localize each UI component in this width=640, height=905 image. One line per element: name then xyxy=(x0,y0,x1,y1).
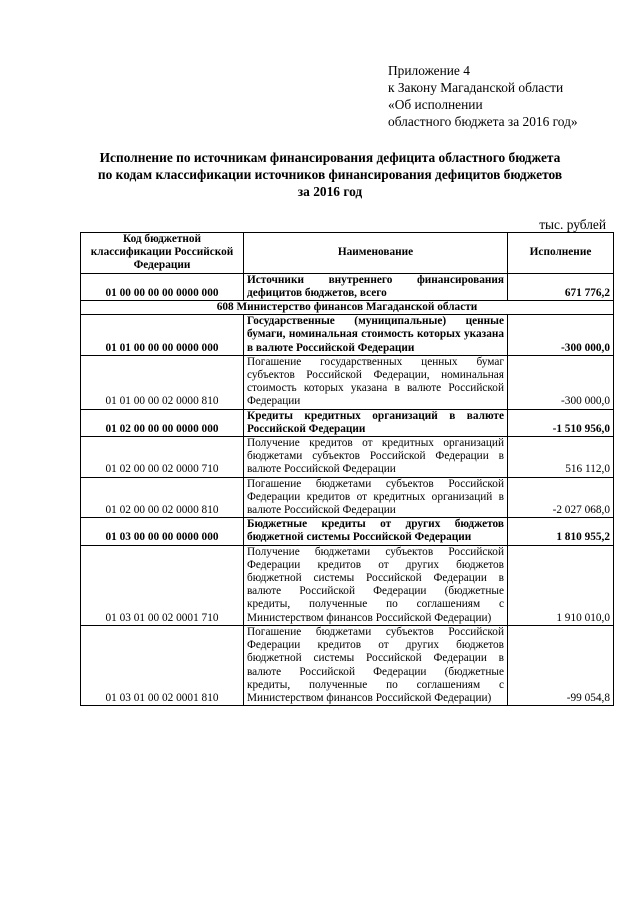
header-amount: Исполнение xyxy=(508,233,614,274)
row-name: Бюджетные кредиты от других бюджетов бюджетной системы Российской Федерации xyxy=(244,518,508,545)
row-amount: -300 000,0 xyxy=(508,315,614,356)
table-row xyxy=(81,315,614,356)
appendix-line: областного бюджета за 2016 год» xyxy=(388,114,578,129)
row-amount: -300 000,0 xyxy=(508,355,614,409)
row-name: Источники внутреннего финансирования дефицитов бюджетов, всего xyxy=(244,273,508,300)
row-amount: -1 510 956,0 xyxy=(508,409,614,436)
title-line: за 2016 год xyxy=(297,184,363,199)
table-row xyxy=(81,355,614,409)
table-row xyxy=(81,545,614,625)
row-code: 01 01 00 00 02 0000 810 xyxy=(81,355,244,409)
table-row xyxy=(81,437,614,478)
row-code: 01 03 00 00 00 0000 000 xyxy=(81,518,244,545)
row-code: 01 02 00 00 02 0000 710 xyxy=(81,437,244,478)
title-line: по кодам классификации источников финансирования дефицитов бюджетов xyxy=(97,167,563,182)
title-line: Исполнение по источникам финансирования дефицита областного бюджета xyxy=(99,150,561,165)
table-row xyxy=(81,409,614,436)
units-label: тыс. рублей xyxy=(539,217,606,232)
row-name: Погашение бюджетами субъектов Российской Федерации кредитов от других бюджетов бюджетной системы Российской Федерации в валюте Российской Федерации (бюджетные кредиты, полученные по соглашениям с Министерством финансов Российской Федерации) xyxy=(244,625,508,705)
row-name: Кредиты кредитных организаций в валюте Российской Федерации xyxy=(244,409,508,436)
appendix-line: к Закону Магаданской области xyxy=(388,80,564,95)
row-amount: 516 112,0 xyxy=(508,437,614,478)
appendix-line: «Об исполнении xyxy=(388,97,483,112)
table-row xyxy=(81,477,614,518)
header-code: Код бюджетной классификации Российской Федерации xyxy=(81,233,244,274)
table-row-total xyxy=(81,273,614,300)
row-name: Государственные (муниципальные) ценные бумаги, номинальная стоимость которых указана в валюте Российской Федерации xyxy=(244,315,508,356)
ministry-label: 608 Министерство финансов Магаданской области xyxy=(81,301,614,315)
table-row-ministry xyxy=(81,301,614,315)
appendix-line: Приложение 4 xyxy=(388,63,470,78)
header-name: Наименование xyxy=(244,233,508,274)
row-code: 01 02 00 00 00 0000 000 xyxy=(81,409,244,436)
row-name: Погашение государственных ценных бумаг субъектов Российской Федерации, номинальная стоимость которых указана в валюте Российской Федерации xyxy=(244,355,508,409)
row-amount: -2 027 068,0 xyxy=(508,477,614,518)
row-code: 01 03 01 00 02 0001 810 xyxy=(81,625,244,705)
row-amount: 1 910 010,0 xyxy=(508,545,614,625)
row-code: 01 01 00 00 00 0000 000 xyxy=(81,315,244,356)
appendix-note xyxy=(388,62,578,130)
row-amount: -99 054,8 xyxy=(508,625,614,705)
table-row xyxy=(81,625,614,705)
row-name: Погашение бюджетами субъектов Российской Федерации кредитов от кредитных организаций в валюте Российской Федерации xyxy=(244,477,508,518)
row-code: 01 02 00 00 02 0000 810 xyxy=(81,477,244,518)
budget-table xyxy=(80,232,614,706)
document-title xyxy=(40,149,620,200)
row-amount: 671 776,2 xyxy=(508,273,614,300)
row-name: Получение бюджетами субъектов Российской Федерации кредитов от других бюджетов бюджетной системы Российской Федерации в валюте Российской Федерации (бюджетные кредиты, полученные по соглашениям с Министерством финансов Российской Федерации) xyxy=(244,545,508,625)
row-code: 01 03 01 00 02 0001 710 xyxy=(81,545,244,625)
row-code: 01 00 00 00 00 0000 000 xyxy=(81,273,244,300)
row-name: Получение кредитов от кредитных организаций бюджетами субъектов Российской Федерации в валюте Российской Федерации xyxy=(244,437,508,478)
table-row xyxy=(81,518,614,545)
table-header-row xyxy=(81,233,614,274)
row-amount: 1 810 955,2 xyxy=(508,518,614,545)
